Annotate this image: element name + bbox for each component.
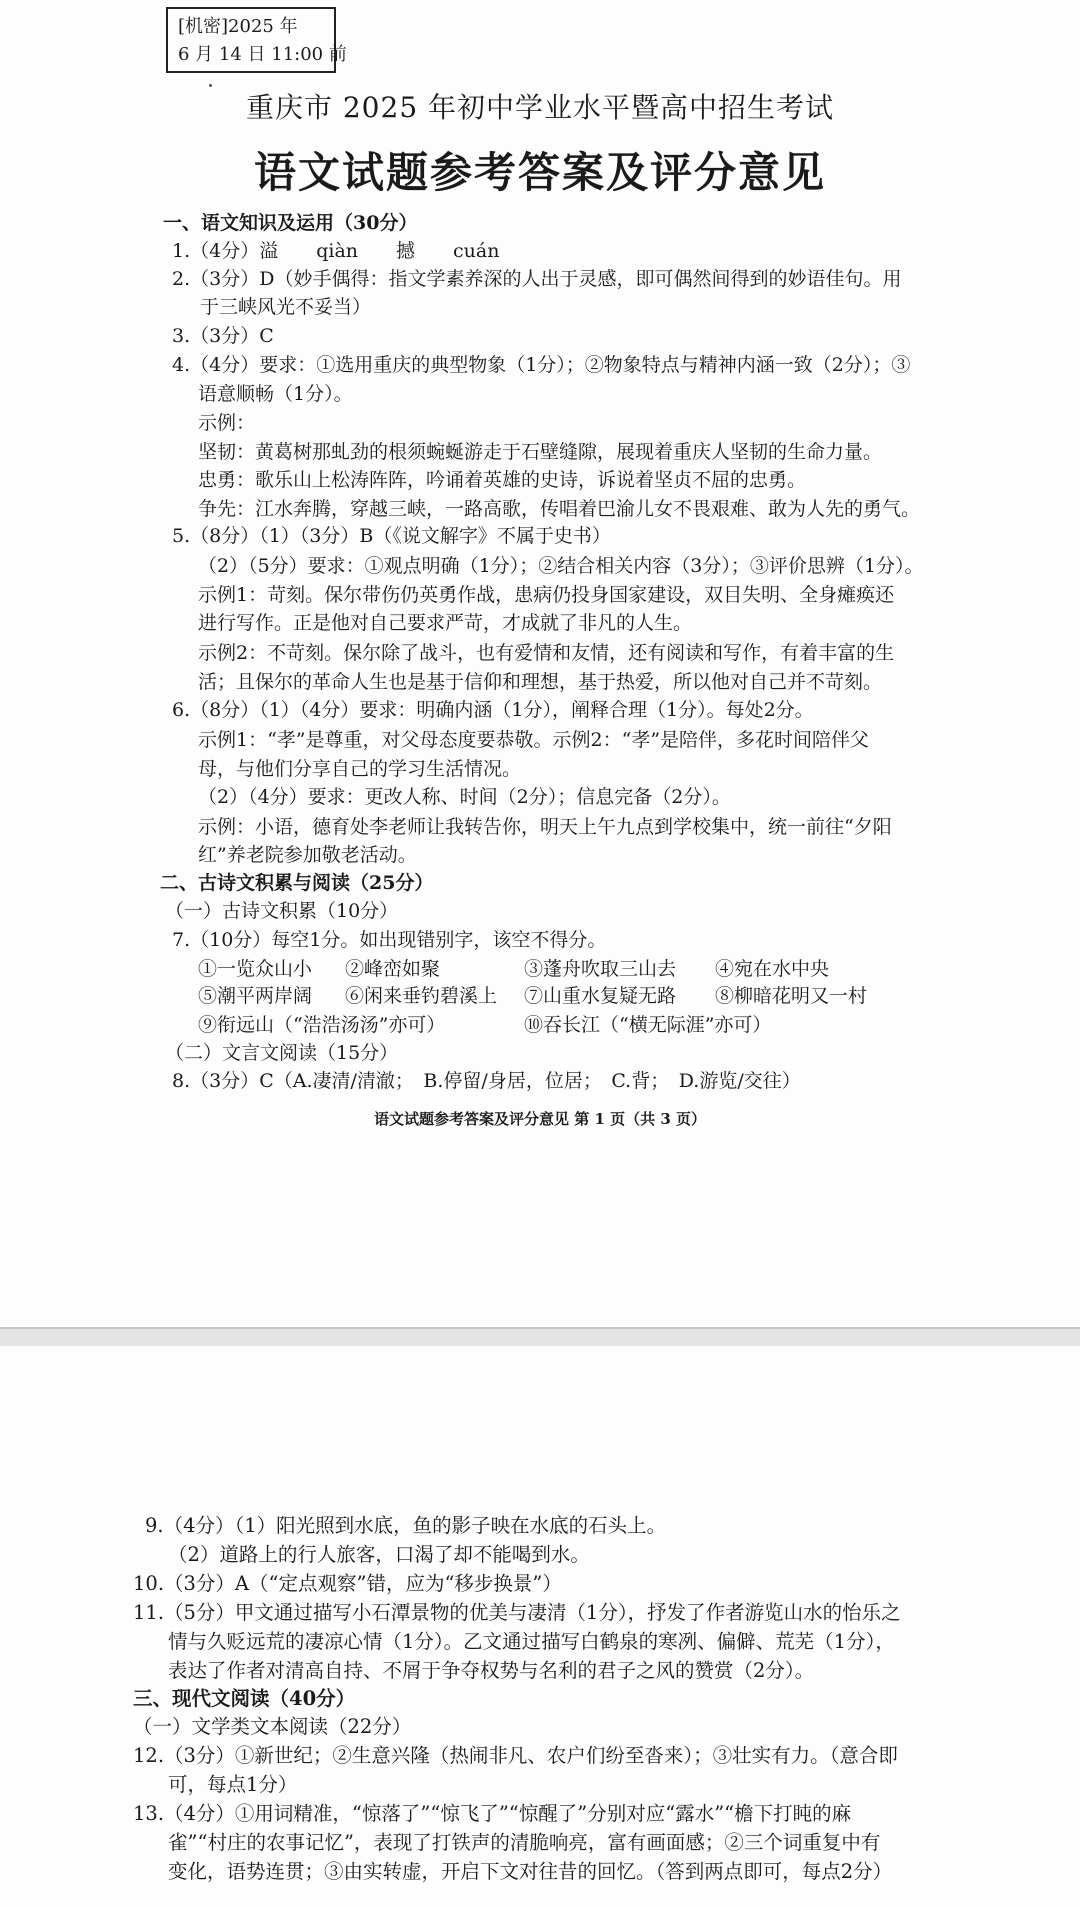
answer-page-2 xyxy=(0,1346,1080,1907)
answer-line: 5.（8分）（1）（3分）B（《说文解字》不属于史书） xyxy=(172,525,611,547)
subsection-heading: （一）古诗文积累（10分） xyxy=(165,900,399,922)
page-title: 语文试题参考答案及评分意见 xyxy=(253,148,826,197)
poem-blank: ③蓬舟吹取三山去 xyxy=(524,958,677,980)
answer-line: 情与久贬远荒的凄凉心情（1分）。乙文通过描写白鹤泉的寒冽、偏僻、荒芜（1分）， xyxy=(168,1630,895,1653)
answer-line: 7.（10分）每空1分。如出现错别字，该空不得分。 xyxy=(172,929,607,951)
poem-blank: ⑩吞长江（“横无际涯”亦可） xyxy=(524,1014,772,1036)
subsection-heading: （一）文学类文本阅读（22分） xyxy=(133,1715,412,1738)
answer-line: 示例：小语，德育处李老师让我转告你，明天上午九点到学校集中，统一前往“夕阳 xyxy=(198,816,892,838)
answer-line: 1.（4分）溢 qiàn 撼 cuán xyxy=(172,240,500,262)
page-footer: 语文试题参考答案及评分意见 第 1 页（共 3 页） xyxy=(374,1110,706,1128)
answer-line: 争先：江水奔腾，穿越三峡，一路高歌，传唱着巴渝儿女不畏艰难、敢为人先的勇气。 xyxy=(198,498,921,520)
answer-line: 4.（4分）要求：①选用重庆的典型物象（1分）；②物象特点与精神内涵一致（2分）；③ xyxy=(172,354,911,376)
answer-line: 表达了作者对清高自持、不屑于争夺权势与名利的君子之风的赞赏（2分）。 xyxy=(168,1659,815,1682)
page-separator xyxy=(0,1327,1080,1348)
exam-title: 重庆市 2025 年初中学业水平暨高中招生考试 xyxy=(245,91,835,124)
answer-line: 进行写作。正是他对自己要求严苛，才成就了非凡的人生。 xyxy=(198,612,693,634)
answer-line: 12.（3分）①新世纪；②生意兴隆（热闹非凡、农户们纷至沓来）；③壮实有力。（意合即 xyxy=(133,1744,898,1767)
answer-line: 13.（4分）①用词精准，“惊落了”“惊飞了”“惊醒了”分别对应“露水”“檐下打盹的麻 xyxy=(133,1802,852,1825)
poem-blank: ⑥闲来垂钓碧溪上 xyxy=(345,985,498,1007)
answer-line: 于三峡风光不妥当） xyxy=(200,296,372,318)
answer-line: 语意顺畅（1分）。 xyxy=(198,383,353,405)
section-heading: 一、语文知识及运用（30分） xyxy=(163,212,418,234)
answer-line: 10.（3分）A（“定点观察”错，应为“移步换景”） xyxy=(133,1572,562,1595)
subsection-heading: （二）文言文阅读（15分） xyxy=(165,1042,399,1064)
poem-blank: ④宛在水中央 xyxy=(715,958,830,980)
answer-line: 活；且保尔的革命人生也是基于信仰和理想，基于热爱，所以他对自己并不苛刻。 xyxy=(198,671,883,693)
poem-blank: ⑨衔远山（“浩浩汤汤”亦可） xyxy=(198,1014,446,1036)
answer-line: 母，与他们分享自己的学习生活情况。 xyxy=(198,758,522,780)
answer-line: 雀”“村庄的农事记忆”，表现了打铁声的清脆响亮，富有画面感；②三个词重复中有 xyxy=(168,1831,881,1854)
answer-line: 3.（3分）C xyxy=(172,325,274,347)
answer-line: 示例： xyxy=(198,412,256,434)
answer-line: 2.（3分）D（妙手偶得：指文学素养深的人出于灵感，即可偶然间得到的妙语佳句。用 xyxy=(172,268,902,290)
answer-line: 红”养老院参加敬老活动。 xyxy=(198,844,417,866)
section-heading: 二、古诗文积累与阅读（25分） xyxy=(160,872,434,894)
answer-line: 坚韧：黄葛树那虬劲的根须蜿蜒游走于石壁缝隙，展现着重庆人坚韧的生命力量。 xyxy=(198,441,883,463)
answer-line: 6.（8分）（1）（4分）要求：明确内涵（1分），阐释合理（1分）。每处2分。 xyxy=(172,699,814,721)
answer-line: 示例1：苛刻。保尔带伤仍英勇作战，患病仍投身国家建设，双目失明、全身瘫痪还 xyxy=(198,584,895,606)
answer-line: 可，每点1分） xyxy=(168,1773,298,1796)
answer-line: （2）（5分）要求：①观点明确（1分）；②结合相关内容（3分）；③评价思辨（1分）。 xyxy=(198,555,924,577)
poem-blank: ⑦山重水复疑无路 xyxy=(524,985,677,1007)
answer-line: （2）（4分）要求：更改人称、时间（2分）；信息完备（2分）。 xyxy=(198,786,731,808)
answer-line: 变化，语势连贯；③由实转虚，开启下文对往昔的回忆。（答到两点即可，每点2分） xyxy=(168,1860,893,1883)
poem-blank: ⑤潮平两岸阔 xyxy=(198,985,313,1007)
poem-blank: ⑧柳暗花明又一村 xyxy=(715,985,868,1007)
section-heading: 三、现代文阅读（40分） xyxy=(133,1687,356,1710)
answer-line: 11.（5分）甲文通过描写小石潭景物的优美与凄清（1分），抒发了作者游览山水的怡乐之 xyxy=(133,1601,901,1624)
answer-line: 9.（4分）（1）阳光照到水底，鱼的影子映在水底的石头上。 xyxy=(145,1514,667,1537)
answer-line: 示例1：“孝”是尊重，对父母态度要恭敬。示例2：“孝”是陪伴，多花时间陪伴父 xyxy=(198,729,870,751)
answer-line: 示例2：不苛刻。保尔除了战斗，也有爱情和友情，还有阅读和写作，有着丰富的生 xyxy=(198,642,895,664)
answer-line: （2）道路上的行人旅客，口渴了却不能喝到水。 xyxy=(168,1543,590,1566)
secret-line-2: 6 月 14 日 11:00 前 xyxy=(178,44,347,65)
answer-line: 忠勇：歌乐山上松涛阵阵，吟诵着英雄的史诗，诉说着坚贞不屈的忠勇。 xyxy=(198,469,807,491)
poem-blank: ①一览众山小 xyxy=(198,958,313,980)
poem-blank: ②峰峦如聚 xyxy=(345,958,441,980)
secret-line-1: [机密]2025 年 xyxy=(178,16,298,37)
confidential-stamp xyxy=(166,7,347,73)
answer-line: 8.（3分）C（A.凄清/清澈； B.停留/身居，位居； C.背； D.游览/交往） xyxy=(172,1070,801,1092)
